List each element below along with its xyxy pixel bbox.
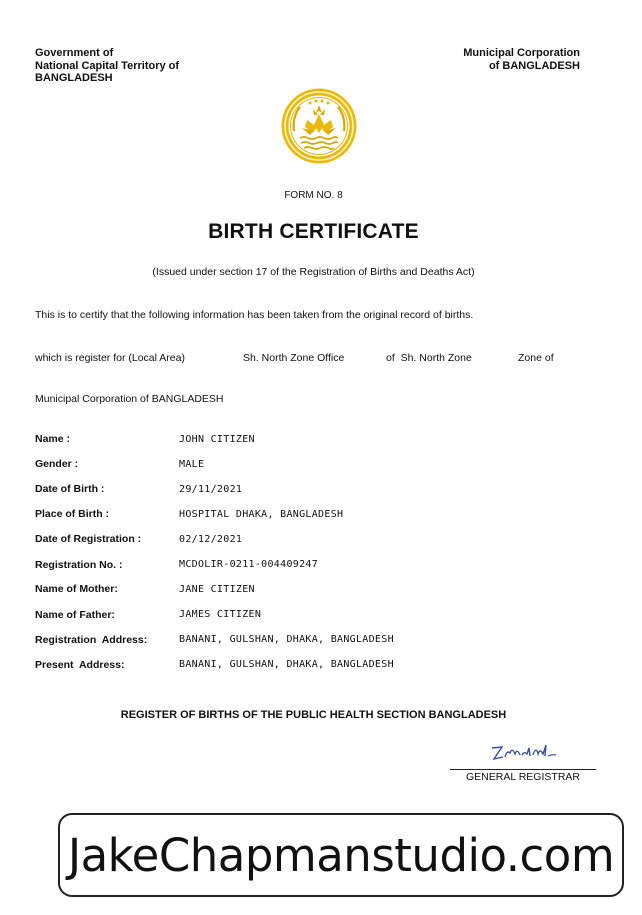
- field-label-gender: Gender :: [35, 458, 79, 470]
- field-value-present-address: BANANI, GULSHAN, DHAKA, BANGLADESH: [179, 659, 394, 670]
- header-right-line-2: of BANGLADESH: [488, 59, 580, 72]
- field-label-place-of-birth: Place of Birth :: [35, 508, 110, 520]
- header-left: [35, 47, 255, 85]
- municipal-line: Municipal Corporation of BANGLADESH: [35, 393, 224, 405]
- area-line-part-2: Sh. North Zone Office: [243, 352, 345, 364]
- field-label-mother: Name of Mother:: [35, 583, 118, 595]
- header-left-line-2: National Capital Territory of: [35, 59, 180, 72]
- field-value-mother: JANE CITIZEN: [179, 584, 255, 595]
- header-left-line-1: Government of: [35, 47, 114, 59]
- area-line-part-1: which is register for (Local Area): [35, 352, 185, 364]
- field-value-registration-address: BANANI, GULSHAN, DHAKA, BANGLADESH: [179, 634, 394, 645]
- watermark-banner: [58, 813, 624, 897]
- issued-note: (Issued under section 17 of the Registration of Births and Deaths Act): [152, 266, 475, 278]
- field-label-registration-address: Registration Address:: [35, 634, 148, 646]
- field-value-registration-no: MCDOLIR-0211-004409247: [179, 559, 319, 570]
- header-right: [360, 47, 580, 72]
- document-title: BIRTH CERTIFICATE: [208, 220, 419, 243]
- field-value-date-of-registration: 02/12/2021: [179, 534, 243, 545]
- header-left-line-3: BANGLADESH: [35, 72, 113, 84]
- form-number: FORM NO. 8: [284, 190, 343, 201]
- field-label-father: Name of Father:: [35, 609, 115, 621]
- signature-line: [450, 769, 596, 770]
- header-right-line-1: Municipal Corporation: [463, 47, 580, 59]
- register-line: REGISTER OF BIRTHS OF THE PUBLIC HEALTH SECTION BANGLADESH: [120, 709, 507, 721]
- signature-title: GENERAL REGISTRAR: [466, 771, 580, 783]
- field-value-place-of-birth: HOSPITAL DHAKA, BANGLADESH: [179, 509, 344, 520]
- field-value-name: JOHN CITIZEN: [179, 434, 255, 445]
- field-value-date-of-birth: 29/11/2021: [179, 484, 243, 495]
- field-label-registration-no: Registration No. :: [35, 559, 123, 571]
- field-label-date-of-birth: Date of Birth :: [35, 483, 105, 495]
- area-line-part-4: Zone of: [518, 352, 554, 364]
- field-value-father: JAMES CITIZEN: [179, 609, 262, 620]
- field-label-present-address: Present Address:: [35, 659, 125, 671]
- certify-text: This is to certify that the following information has been taken from the original record of births.: [35, 309, 474, 321]
- area-line-part-3: of Sh. North Zone: [386, 352, 472, 364]
- field-label-date-of-registration: Date of Registration :: [35, 533, 142, 545]
- field-label-name: Name :: [35, 433, 71, 445]
- signature-icon: [488, 742, 560, 764]
- emblem-seal-icon: [280, 87, 358, 165]
- field-value-gender: MALE: [179, 459, 205, 470]
- watermark-text: JakeChapmanstudio.com: [67, 828, 615, 882]
